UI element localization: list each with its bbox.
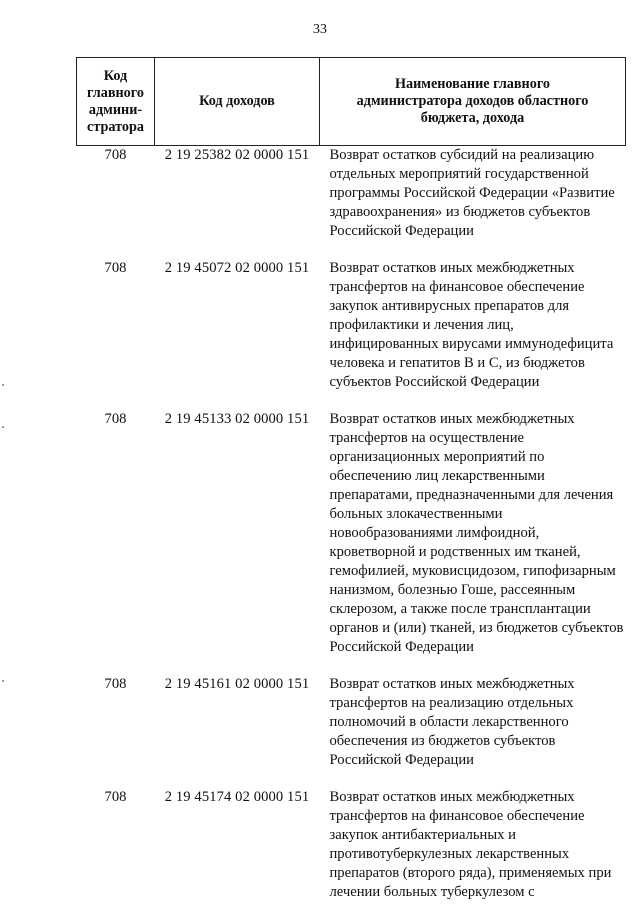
income-code-cell: 2 19 45133 02 0000 151 xyxy=(164,411,310,427)
table-row xyxy=(77,146,626,260)
header-admin-code: Код главного админи-стратора xyxy=(77,58,155,146)
header-name: Наименование главного администратора доходов областного бюджета, дохода xyxy=(320,58,626,146)
income-name-cell: Возврат остатков иных межбюджетных трансфертов на осуществление организационных мероприятий по обеспечению лиц лекарственными препаратами, предназначенными для лечения больных злокачественными новообразованиями лимфоидной, кроветворной и родственных им тканей, гемофилией, муковисцидозом, гипофизарным нанизмом, болезнью Гоше, рассеянным склерозом, а также после трансплантации органов и (или) тканей, из бюджетов субъектов Российской Федерации xyxy=(329,411,624,655)
income-code-cell: 2 19 45072 02 0000 151 xyxy=(164,260,310,276)
income-code-cell: 2 19 45161 02 0000 151 xyxy=(164,676,310,692)
income-name-cell: Возврат остатков иных межбюджетных трансфертов на реализацию отдельных полномочий в области лекарственного обеспечения из бюджетов субъектов Российской Федерации xyxy=(329,676,575,768)
admin-code-cell: 708 xyxy=(104,260,127,276)
scan-speck xyxy=(2,384,4,386)
income-code-cell: 2 19 45174 02 0000 151 xyxy=(164,789,310,805)
income-code-cell: 2 19 25382 02 0000 151 xyxy=(164,147,310,163)
admin-code-cell: 708 xyxy=(104,147,127,163)
header-income-code: Код доходов xyxy=(155,58,320,146)
table-row xyxy=(77,788,626,920)
table-row xyxy=(77,410,626,675)
admin-code-cell: 708 xyxy=(104,676,127,692)
scan-speck xyxy=(2,426,4,428)
income-codes-table xyxy=(76,57,626,920)
income-name-cell: Возврат остатков иных межбюджетных трансфертов на финансовое обеспечение закупок антивирусных препаратов для профилактики и лечения лиц, инфицированных вирусами иммунодефицита человека и гепатитов В и С, из бюджетов субъектов Российской Федерации xyxy=(329,260,614,390)
income-name-cell: Возврат остатков субсидий на реализацию отдельных мероприятий государственной программы Российской Федерации «Развитие здравоохранения» из бюджетов субъектов Российской Федерации xyxy=(329,147,615,239)
table-header-row xyxy=(77,58,626,146)
page-number: 33 xyxy=(313,22,327,37)
table-row xyxy=(77,259,626,410)
scan-speck xyxy=(2,680,4,682)
table-row xyxy=(77,675,626,788)
admin-code-cell: 708 xyxy=(104,789,127,805)
admin-code-cell: 708 xyxy=(104,411,127,427)
income-name-cell: Возврат остатков иных межбюджетных трансфертов на финансовое обеспечение закупок антибактериальных и противотуберкулезных лекарственных препаратов (второго ряда), применяемых при лечении больных туберкулезом с xyxy=(329,789,612,900)
